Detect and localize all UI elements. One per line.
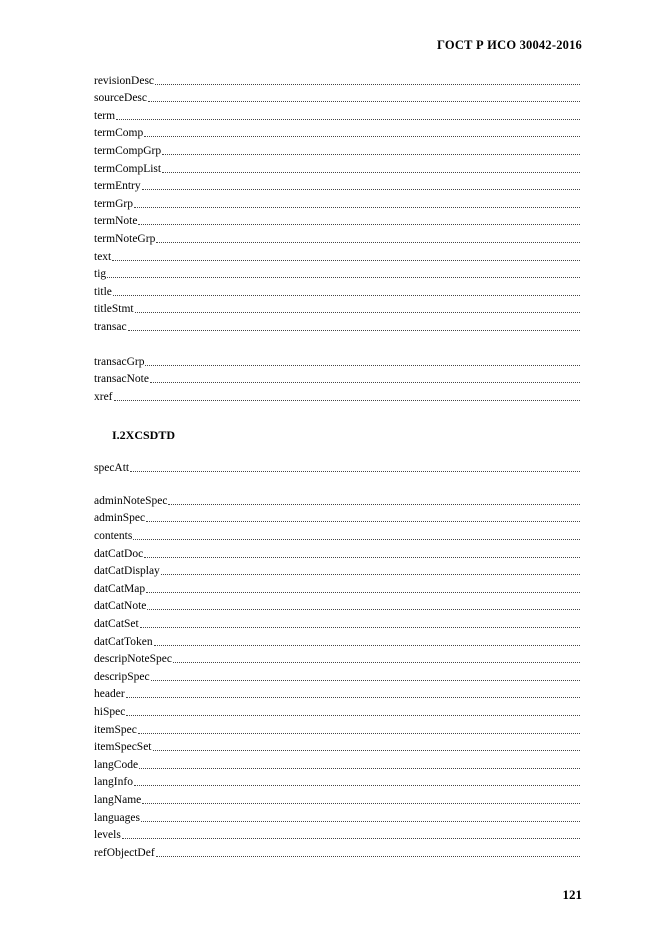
dot-leader (107, 276, 580, 278)
dot-leader (151, 679, 580, 681)
dot-leader (140, 626, 580, 628)
dot-leader (134, 206, 580, 208)
index-entry-label: langName (94, 793, 142, 806)
index-entry-label: title (94, 285, 112, 298)
index-entry-label: itemSpec (94, 723, 137, 736)
dot-leader (130, 470, 580, 472)
index-entry-label: transacNote (94, 373, 149, 386)
index-entry (94, 807, 580, 825)
dot-leader (145, 364, 580, 366)
dot-leader (150, 381, 580, 383)
dot-leader (135, 311, 580, 313)
index-entry (94, 842, 580, 860)
dot-leader (112, 259, 580, 261)
index-entry (94, 193, 580, 211)
dot-leader (139, 767, 580, 769)
index-entry (94, 561, 580, 579)
index-group-2 (94, 351, 580, 404)
index-entry-label: langInfo (94, 776, 133, 789)
index-entry-label: termComp (94, 127, 144, 140)
dot-leader (154, 644, 580, 646)
dot-leader (144, 556, 580, 558)
index-entry (94, 299, 580, 317)
index-entry-label: tig (94, 268, 107, 281)
dot-leader (114, 399, 580, 401)
index-entry (94, 649, 580, 667)
index-entry (94, 772, 580, 790)
index-entry (94, 458, 580, 476)
group-spacer (94, 475, 580, 490)
index-entry-label: datCatMap (94, 582, 146, 595)
index-entry (94, 789, 580, 807)
dot-leader (138, 732, 580, 734)
index-entry (94, 737, 580, 755)
index-entry-label: datCatNote (94, 600, 147, 613)
dot-leader (146, 591, 580, 593)
dot-leader (122, 837, 580, 839)
dot-leader (126, 696, 580, 698)
index-entry (94, 264, 580, 282)
index-list (94, 70, 580, 860)
index-entry-label: specAtt (94, 462, 130, 475)
index-entry-label: termEntry (94, 180, 141, 193)
index-entry (94, 140, 580, 158)
index-entry (94, 211, 580, 229)
index-entry-label: contents (94, 530, 133, 543)
index-entry (94, 105, 580, 123)
index-entry-label: levels (94, 829, 121, 842)
dot-leader (142, 188, 580, 190)
index-entry-label: itemSpecSet (94, 741, 152, 754)
index-entry-label: langCode (94, 758, 139, 771)
dot-leader (173, 661, 580, 663)
index-entry (94, 596, 580, 614)
dot-leader (156, 241, 580, 243)
index-group-4 (94, 490, 580, 859)
index-entry (94, 684, 580, 702)
dot-leader (141, 820, 580, 822)
index-entry (94, 754, 580, 772)
index-entry (94, 70, 580, 88)
index-entry-label: termCompGrp (94, 144, 162, 157)
dot-leader (156, 855, 580, 857)
index-entry-label: termNote (94, 215, 138, 228)
index-entry-label: termCompList (94, 162, 162, 175)
index-entry-label: datCatDoc (94, 547, 144, 560)
index-entry (94, 386, 580, 404)
page-header: ГОСТ Р ИСО 30042-2016 (437, 38, 582, 52)
index-entry-label: datCatSet (94, 618, 139, 631)
index-entry-label: termGrp (94, 197, 133, 210)
index-entry (94, 525, 580, 543)
dot-leader (133, 538, 580, 540)
index-entry (94, 369, 580, 387)
index-group-3 (94, 458, 580, 476)
index-entry-label: text (94, 250, 112, 263)
index-entry-label: adminNoteSpec (94, 494, 168, 507)
index-entry (94, 281, 580, 299)
index-entry-label: term (94, 109, 116, 122)
index-entry-label: datCatToken (94, 635, 153, 648)
index-entry (94, 351, 580, 369)
index-group-1 (94, 70, 580, 334)
index-entry-label: descripNoteSpec (94, 653, 172, 666)
index-entry (94, 158, 580, 176)
index-entry (94, 316, 580, 334)
dot-leader (146, 520, 580, 522)
index-entry (94, 123, 580, 141)
dot-leader (162, 171, 580, 173)
dot-leader (144, 135, 580, 137)
index-entry-label: xref (94, 390, 113, 403)
index-entry (94, 176, 580, 194)
dot-leader (148, 100, 580, 102)
dot-leader (116, 118, 580, 120)
index-entry (94, 543, 580, 561)
dot-leader (113, 294, 580, 296)
dot-leader (142, 802, 580, 804)
index-entry-label: header (94, 688, 125, 701)
index-entry-label: sourceDesc (94, 92, 148, 105)
index-entry (94, 719, 580, 737)
index-entry-label: revisionDesc (94, 74, 155, 87)
dot-leader (126, 714, 580, 716)
dot-leader (138, 223, 580, 225)
index-entry (94, 246, 580, 264)
dot-leader (161, 573, 580, 575)
index-entry-label: termNoteGrp (94, 232, 156, 245)
index-entry-label: refObjectDef (94, 846, 155, 859)
dot-leader (147, 608, 580, 610)
index-entry-label: hiSpec (94, 706, 126, 718)
index-entry-label: titleStmt (94, 303, 134, 316)
page-number: 121 (562, 887, 582, 902)
group-spacer (94, 334, 580, 351)
index-entry (94, 613, 580, 631)
dot-leader (134, 784, 580, 786)
index-entry (94, 701, 580, 719)
dot-leader (168, 503, 580, 505)
index-entry (94, 508, 580, 526)
dot-leader (155, 83, 580, 85)
index-entry (94, 490, 580, 508)
index-entry-label: datCatDisplay (94, 565, 160, 578)
section-heading: I.2XCSDTD (112, 427, 176, 442)
dot-leader (162, 153, 580, 155)
index-entry (94, 666, 580, 684)
index-entry (94, 88, 580, 106)
index-entry-label: transacGrp (94, 355, 145, 368)
index-entry (94, 631, 580, 649)
index-entry (94, 578, 580, 596)
index-entry-label: adminSpec (94, 512, 146, 525)
dot-leader (128, 329, 580, 331)
index-entry-label: transac (94, 320, 127, 333)
dot-leader (153, 749, 581, 751)
index-entry-label: descripSpec (94, 670, 150, 683)
index-entry-label: languages (94, 811, 140, 824)
index-entry (94, 825, 580, 843)
index-entry (94, 228, 580, 246)
